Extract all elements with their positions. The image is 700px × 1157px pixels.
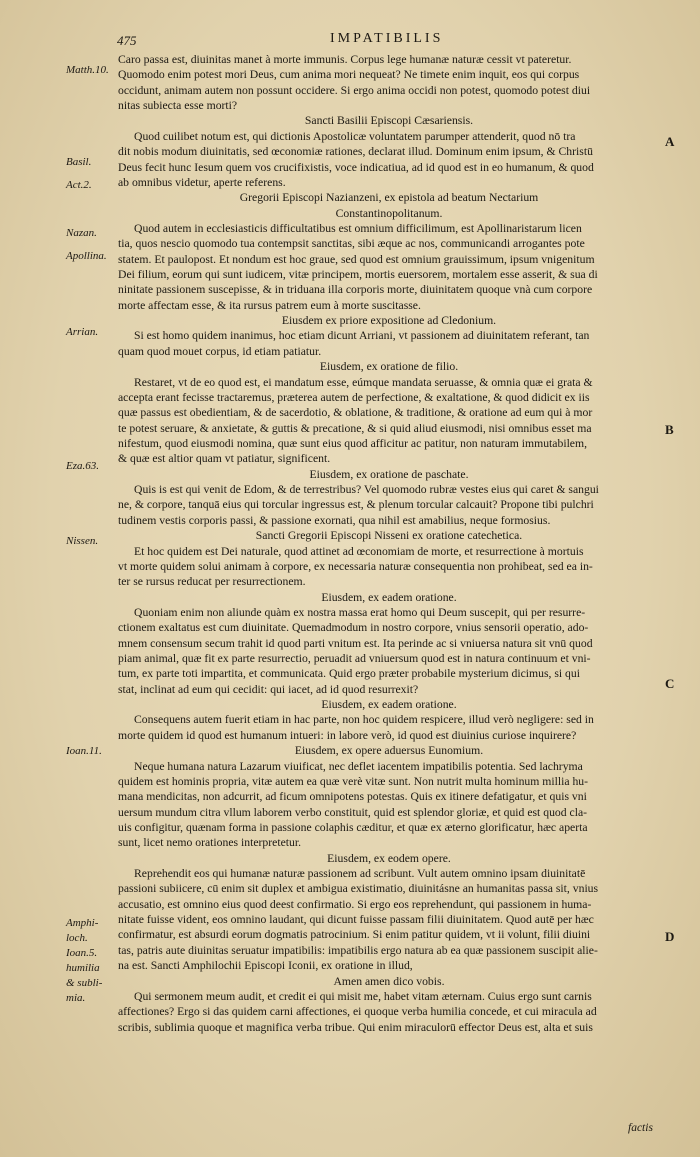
text-line: & quæ est altior quam vt patiatur, significent.: [118, 452, 331, 466]
margin-note: Ioan.11.: [66, 745, 102, 757]
text-line: Et hoc quidem est Dei naturale, quod attinet ad œconomiam de morte, et resurrectione à mortuis: [134, 544, 584, 558]
section-heading: Eiusdem, ex eadem oratione.: [321, 590, 457, 604]
text-line: nitas subiecta esse morti?: [118, 99, 238, 113]
section-heading: Constantinopolitanum.: [335, 206, 443, 220]
text-line: Quomodo enim potest mori Deus, cum anima mori nequeat? Ne timete enim inquit, eos qui corpus: [118, 68, 580, 82]
section-heading: Amen amen dico vobis.: [333, 974, 445, 988]
main-text-block: [118, 52, 660, 1035]
text-line: scribis, sublimia quoque et magnifica verba tribue. Qui enim miraculorū effector Deus est, alta et suis: [118, 1020, 593, 1034]
text-line: ter se rursus reducat per resurrectionem.: [118, 575, 306, 589]
section-heading: Gregorii Episcopi Nazianzeni, ex epistola ad beatum Nectarium: [239, 191, 539, 205]
section-letter: C: [665, 676, 675, 691]
section-letter: A: [665, 134, 675, 149]
text-line: nitate fuisse vident, eos omnino laudant, qui dicunt fuisse passam filii diuinitatem. Quod autē per hæc: [118, 913, 594, 927]
margin-note: Ioan.5.: [66, 947, 98, 959]
text-line: mana mendicitas, non adcurrit, ad ficum omnipotens potestas. Quis ex itinere defatigatur, et quis vni: [118, 790, 587, 804]
running-head: IMPATIBILIS: [330, 31, 444, 46]
section-heading: Eiusdem, ex oratione de paschate.: [309, 467, 469, 481]
page-number: 475: [117, 33, 137, 48]
text-line: morte affectam esse, & ita rursus patrem eum à morte suscitasse.: [118, 298, 421, 312]
margin-note: Nissen.: [66, 535, 99, 547]
text-line: affectiones? Ergo si das quidem carni affectiones, ei quoque verba humilia concede, et cui miracula ad: [118, 1005, 597, 1019]
section-heading: Sancti Gregorii Episcopi Nisseni ex oratione catechetica.: [255, 529, 523, 543]
section-heading: Sancti Basilii Episcopi Cæsariensis.: [304, 114, 474, 128]
text-line: Reprehendit eos qui humanæ naturæ passionem ad scribunt. Vult autem omnino ipsam diuinitatē: [134, 867, 586, 881]
section-heading: Eiusdem, ex eadem oratione.: [321, 698, 457, 712]
text-line: occidunt, animam autem non possunt occidere. Si ergo anima occidi non potest, quomodo potest diui: [118, 83, 591, 97]
text-line: quæ passus est obedientiam, & de sacerdotio, & oblatione, & traditione, & oratione ad eum qui à mor: [118, 406, 593, 420]
text-line: statem. Et paulopost. Et nondum est hoc graue, sed quod est omnium grauissimum, ipsum vnigenitum: [118, 252, 595, 266]
text-line: confirmatur, est absurdi eorum dogmatis patrocinium. Si enim patitur quidem, vt ii volunt, filii diuini: [118, 928, 591, 942]
text-line: tudinem vestis corporis passi, & passione exornati, qua nihil est amabilius, neque formosius.: [118, 513, 551, 527]
text-line: Deus fecit hunc Iesum quem vos crucifixistis, voce indicatiua, ad id quod est in eo humanum, & quod: [118, 160, 594, 174]
text-line: nifestum, quod eiusmodi nomina, quæ sunt eius quod afficitur ac patitur, non naturam immutabilem,: [118, 436, 588, 450]
text-line: Qui sermonem meum audit, et credit ei qui misit me, habet vitam æternam. Cuius ergo sunt carnis: [134, 989, 592, 1003]
text-line: Quoniam enim non aliunde quàm ex nostra massa erat homo qui Deum suscepit, qui per resurre-: [134, 605, 586, 619]
text-line: morte quidem id quod est humanum intueri: in labore verò, id quod est diuinius curiose inquirere?: [118, 728, 577, 742]
section-heading: Eiusdem, ex opere aduersus Eunomium.: [294, 744, 484, 758]
margin-note: Basil.: [66, 156, 92, 168]
margin-note: Eza.63.: [66, 460, 99, 472]
text-line: uis configitur, quænam forma in passione colaphis cæditur, et quæ ex æterno glorificatur, hæc aperta: [118, 820, 588, 834]
text-line: piam animal, quæ fit ex parte resurrectio, peruadit ad vniuersum quod est in natura continuum et vni-: [118, 652, 591, 666]
text-line: Si est homo quidem inanimus, hoc etiam dicunt Arriani, vt passionem ad diuinitatem referant, tan: [134, 329, 590, 343]
section-letter: D: [665, 929, 675, 944]
margin-note: Nazan.: [66, 227, 97, 239]
margin-note: loch.: [66, 932, 88, 944]
margin-note: Amphi-: [66, 917, 99, 929]
margin-note: & subli-: [66, 977, 103, 989]
catchword: factis: [628, 1122, 653, 1134]
section-heading: Eiusdem, ex eodem opere.: [327, 851, 451, 865]
margin-note: Apollina.: [66, 250, 107, 262]
text-line: Caro passa est, diuinitas manet à morte immunis. Corpus lege humanæ naturæ cessit vt pateretur.: [118, 53, 572, 66]
text-line: stat, inclinat ad eum qui cecidit: qui iacet, ad id quod resurrexit?: [118, 682, 419, 696]
text-line: Neque humana natura Lazarum viuificat, nec deflet iacentem impatibilis potentia. Sed lachryma: [134, 759, 583, 773]
text-line: ninitate passionem suscepisse, & in triduana illa corporis morte, diuinitatem quoque vnà cum corpore: [118, 283, 593, 297]
text-line: accepta erant fecisse tractaremus, præterea autem de perfectione, & exaltatione, & quod didicit ex iis: [118, 390, 590, 404]
text-line: te potest seruare, & anxietate, & guttis & precatione, & si quid aliud eiusmodi, nisi omnibus esset ma: [118, 421, 592, 435]
margin-note: Matth.10.: [66, 64, 109, 76]
text-line: ctionem exaltatus est cum diuinitate. Quemadmodum in nostro corpore, vnius sensorii operatio, ado-: [118, 621, 589, 635]
section-heading: Eiusdem, ex oratione de filio.: [319, 360, 459, 374]
margin-note: Act.2.: [66, 179, 92, 191]
text-line: Dei filium, eorum qui sunt iudicem, vitæ principem, mortis euersorem, mortalem esse asserit, & sua di: [118, 268, 598, 282]
text-line: vt morte quidem solui animam à corpore, ex necessaria naturæ consequentia non prohibeat, sed ea in-: [118, 559, 593, 573]
text-line: Quod autem in ecclesiasticis difficultatibus est omnium difficilimum, est Apollinaristarum licen: [134, 221, 582, 235]
text-line: uersum mundum citra vllum laborem verbo constituit, quid est splendor gloriæ, et quid est quod cla-: [118, 805, 588, 819]
text-line: na est. Sancti Amphilochii Episcopi Iconii, ex oratione in illud,: [118, 959, 413, 973]
text-line: passioni subiicere, cū enim sit duplex et ambigua existimatio, diuinitásne an humanitas passa sit, vnius: [118, 882, 599, 896]
text-line: Restaret, vt de eo quod est, ei mandatum esse, eúmque mandata seruasse, & omnia quæ ei grata &: [134, 375, 593, 389]
text-line: ne, & corpore, tanquā eius qui torcular ingressus est, & plenum torcular calcauit? Propone tibi pulchri: [118, 498, 594, 512]
text-line: ab omnibus videtur, aperte referens.: [118, 175, 286, 189]
text-line: quam quod mouet corpus, id etiam patiatur.: [118, 344, 322, 358]
text-line: tas, patris aute diuinitas seruatur impatibilis: impatibilis ergo natura ab ea quæ passionem suscipit alie-: [118, 943, 598, 957]
text-line: accusatio, est omnino eius quod deest confirmatio. Si ergo eos reprehendunt, qui passionem in huma-: [118, 897, 592, 911]
text-line: dit nobis modum diuinitatis, sed œconomiæ rationes, declarat illud. Dominum enim ipsum, & Christū: [118, 145, 593, 159]
text-line: tum, ex parte toti impartita, et communicata. Quid ergo præter probabile mysterium dicimus, si qui: [118, 667, 580, 681]
section-letter: B: [665, 422, 674, 437]
text-line: sunt, licet nemo orationes interpretetur.: [118, 836, 302, 850]
margin-note: mia.: [66, 992, 86, 1004]
text-line: Quis is est qui venit de Edom, & de terrestribus? Vel quomodo rubræ vestes eius qui caret & sangui: [134, 483, 599, 497]
text-line: quidem est hominis propria, vitæ autem ea quæ verè vitæ sunt. Non nutrit multa hominum millia hu-: [118, 774, 589, 788]
text-line: Quod cuilibet notum est, qui dictionis Apostolicæ voluntatem parumper attenderit, quod nō tra: [134, 129, 576, 143]
text-line: mnem consensum secum trahit id quod parti vnitum est. Ita perinde ac si vniuersa natura sit vnū quod: [118, 636, 593, 650]
text-line: Consequens autem fuerit etiam in hac parte, non hoc quidem respicere, illud verò negligere: sed in: [134, 713, 594, 727]
text-line: tia, quos nescio quomodo tua contempsit sanctitas, sibi æque ac nos, communicandi arrogantes pote: [118, 237, 585, 251]
margin-note: humilia: [66, 962, 100, 974]
margin-note: Arrian.: [66, 326, 99, 338]
section-heading: Eiusdem ex priore expositione ad Cledonium.: [281, 314, 497, 328]
